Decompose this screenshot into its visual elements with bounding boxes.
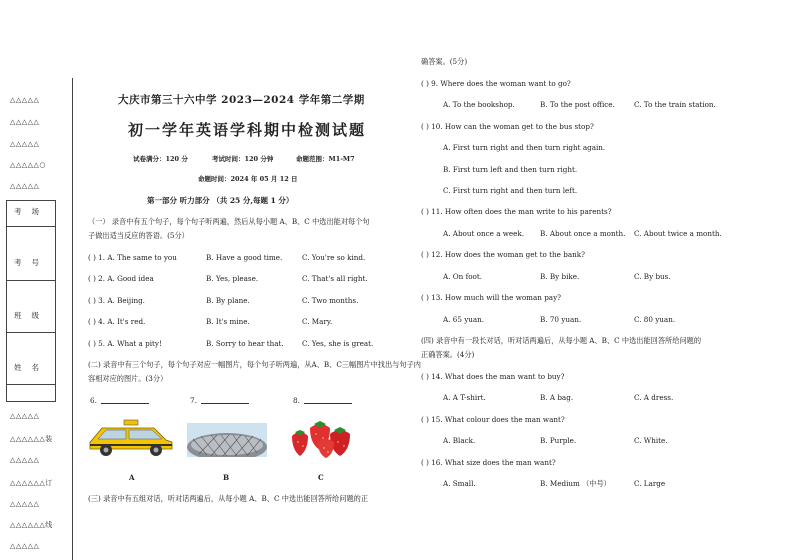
exam-number-label: 考号 bbox=[14, 258, 49, 267]
answer-line bbox=[304, 403, 352, 404]
option-a: A. First turn right and then turn right again. bbox=[443, 143, 606, 152]
name-label: 姓名 bbox=[14, 363, 49, 372]
binding-mark-ding: △△△△△△订 bbox=[10, 479, 53, 487]
option-b: B. It's mine. bbox=[206, 317, 250, 326]
option-b: B. A bag. bbox=[540, 393, 574, 402]
option-b: B. 70 yuan. bbox=[540, 315, 582, 324]
option-b: B. To the post office. bbox=[540, 100, 615, 109]
option-c: C. First turn right and then turn left. bbox=[443, 186, 578, 195]
option-a: A. Small. bbox=[443, 479, 476, 488]
option-a: A. 65 yuan. bbox=[443, 315, 485, 324]
option-a: A. About once a week. bbox=[443, 229, 525, 238]
option-c: C. Yes, she is great. bbox=[302, 339, 374, 348]
part1-heading: 第一部分 听力部分 （共 25 分,每题 1 分） bbox=[147, 196, 294, 205]
section3-instructions: (三) 录音中有五组对话，听对话两遍后，从每小题 A、B、C 中选出能回答所给问题的正 bbox=[88, 494, 369, 503]
question-11: ( ) 11. How often does the man write to his parents? bbox=[421, 207, 612, 216]
picture-label-a: A bbox=[129, 473, 135, 482]
school-title: 大庆市第三十六中学 2023—2024 学年第二学期 bbox=[118, 94, 365, 106]
section2-instructions: (二) 录音中有三个句子，每个句子对应一幅图片，每个句子听两遍，从A、B、C三幅图片中找出与句子内 bbox=[88, 360, 421, 369]
option-b: B. First turn left and then turn right. bbox=[443, 165, 578, 174]
option-b: B. Yes, please. bbox=[206, 274, 259, 283]
class-label: 班级 bbox=[14, 311, 49, 320]
section1-instructions: 子做出适当反应的答语。(5分） bbox=[88, 231, 189, 240]
option-c: C. You're so kind. bbox=[302, 253, 366, 262]
option-b: B. Sorry to hear that. bbox=[206, 339, 284, 348]
question-12: ( ) 12. How does the woman get to the bank? bbox=[421, 250, 585, 259]
sidebar-triangles: △△△△△ bbox=[10, 500, 40, 508]
question-14: ( ) 14. What does the man want to buy? bbox=[421, 372, 565, 381]
sidebar-triangles: △△△△△ bbox=[10, 412, 40, 420]
option-a: A. Black. bbox=[443, 436, 476, 445]
question-item: ( ) 5. A. What a pity! bbox=[88, 339, 162, 348]
sidebar-triangles: △△△△△○ bbox=[10, 161, 47, 169]
question-item: ( ) 1. A. The same to you bbox=[88, 253, 177, 262]
question-9: ( ) 9. Where does the woman want to go? bbox=[421, 79, 571, 88]
answer-blank-7: 7. bbox=[190, 396, 197, 405]
option-c: C. 80 yuan. bbox=[634, 315, 676, 324]
sidebar-triangles: △△△△△ bbox=[10, 118, 40, 126]
binding-line bbox=[72, 78, 73, 560]
sidebar-triangles: △△△△△ bbox=[10, 456, 40, 464]
exam-room-label: 考场 bbox=[14, 207, 49, 216]
answer-line bbox=[101, 403, 149, 404]
option-c: C. To the train station. bbox=[634, 100, 716, 109]
answer-blank-6: 6. bbox=[90, 396, 97, 405]
binding-mark-zhuang: △△△△△△装 bbox=[10, 435, 53, 443]
question-item: ( ) 4. A. It's red. bbox=[88, 317, 146, 326]
option-c: C. A dress. bbox=[634, 393, 674, 402]
question-13: ( ) 13. How much will the woman pay? bbox=[421, 293, 561, 302]
binding-mark-xian: △△△△△△线 bbox=[10, 521, 53, 529]
section2-instructions: 容相对应的图片。(3分） bbox=[88, 374, 168, 383]
question-15: ( ) 15. What colour does the man want? bbox=[421, 415, 565, 424]
picture-label-b: B bbox=[223, 473, 230, 482]
exam-time: 考试时间：120 分钟 bbox=[212, 155, 274, 163]
option-a: A. On foot. bbox=[443, 272, 483, 281]
section4-instructions: 正确答案。(4分) bbox=[421, 350, 475, 359]
section3-instructions-cont: 确答案。(5分) bbox=[421, 57, 468, 66]
exam-scope: 命题范围：M1-M7 bbox=[296, 155, 355, 163]
option-b: B. Have a good time. bbox=[206, 253, 283, 262]
option-a: A. To the bookshop. bbox=[443, 100, 515, 109]
option-c: C. Two months. bbox=[302, 296, 359, 305]
sidebar-triangles: △△△△△ bbox=[10, 140, 40, 148]
question-16: ( ) 16. What size does the man want? bbox=[421, 458, 556, 467]
option-b: B. By bike. bbox=[540, 272, 580, 281]
picture-label-c: C bbox=[318, 473, 324, 482]
option-c: C. Mary. bbox=[302, 317, 333, 326]
answer-line bbox=[201, 403, 249, 404]
exam-date: 命题时间：2024 年 05 月 12 日 bbox=[198, 175, 298, 183]
option-c: C. White. bbox=[634, 436, 668, 445]
option-c: C. Large bbox=[634, 479, 666, 488]
answer-blank-8: 8. bbox=[293, 396, 300, 405]
section1-instructions: （一） 录音中有五个句子，每个句子听两遍，然后从每小题 A、B、C 中选出能对每个句 bbox=[88, 217, 370, 226]
question-item: ( ) 2. A. Good idea bbox=[88, 274, 154, 283]
option-b: B. Medium （中号） bbox=[540, 479, 611, 488]
option-a: A. A T-shirt. bbox=[443, 393, 486, 402]
taxi-icon bbox=[86, 418, 176, 462]
option-c: C. About twice a month. bbox=[634, 229, 722, 238]
option-b: B. Purple. bbox=[540, 436, 577, 445]
full-score: 试卷满分：120 分 bbox=[133, 155, 188, 163]
option-b: B. About once a month. bbox=[540, 229, 626, 238]
question-item: ( ) 3. A. Beijing. bbox=[88, 296, 145, 305]
strawberries-icon bbox=[288, 418, 354, 462]
option-c: C. By bus. bbox=[634, 272, 671, 281]
option-b: B. By plane. bbox=[206, 296, 250, 305]
exam-title: 初一学年英语学科期中检测试题 bbox=[128, 121, 367, 139]
question-10: ( ) 10. How can the woman get to the bus stop? bbox=[421, 122, 594, 131]
section4-instructions: (四) 录音中有一段长对话，听对话两遍后，从每小题 A、B、C 中选出能回答所给问题的 bbox=[421, 336, 702, 345]
sidebar-triangles: △△△△△ bbox=[10, 182, 40, 190]
sidebar-triangles: △△△△△ bbox=[10, 542, 40, 550]
sidebar-triangles: △△△△△ bbox=[10, 96, 40, 104]
option-c: C. That's all right. bbox=[302, 274, 368, 283]
stadium-icon bbox=[187, 423, 267, 461]
